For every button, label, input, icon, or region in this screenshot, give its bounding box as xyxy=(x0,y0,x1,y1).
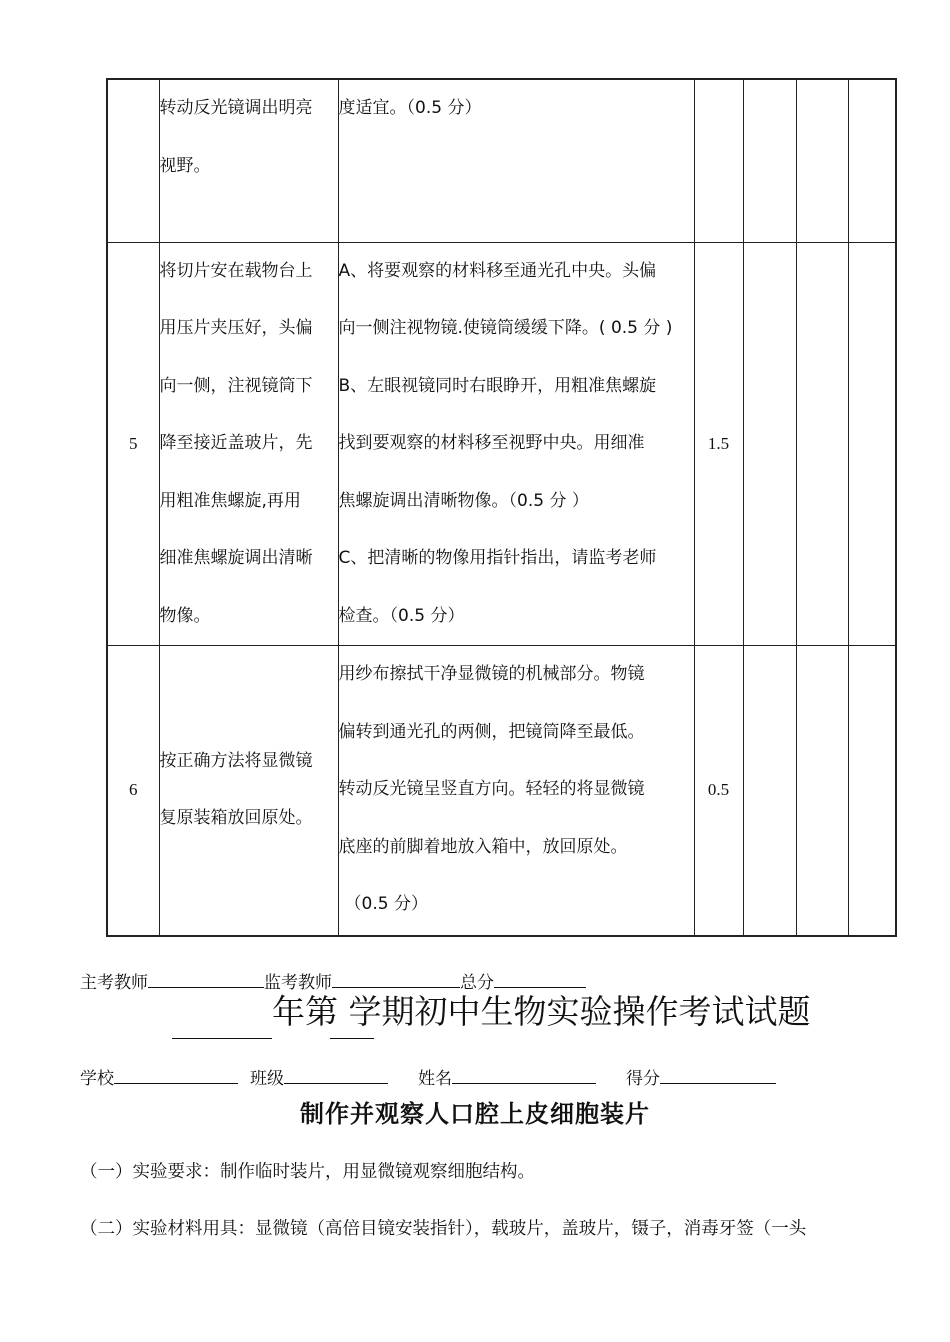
step-number: 6 xyxy=(107,646,159,936)
blank-cell xyxy=(796,79,848,242)
scoring-standard: 用纱布擦拭干净显微镜的机械部分。物镜 偏转到通光孔的两侧，把镜筒降至最低。 转动反光镜呈竖直方向。轻轻的将显微镜 底座的前脚着地放入箱中，放回原处。 （0.5 分） xyxy=(338,646,694,936)
chief-examiner-label: 主考教师 xyxy=(80,973,148,992)
total-score-label: 总分 xyxy=(460,973,494,992)
class-blank[interactable] xyxy=(284,1069,388,1084)
blank-cell xyxy=(796,646,848,936)
chief-examiner-blank[interactable] xyxy=(148,973,264,988)
school-label: 学校 xyxy=(80,1069,114,1088)
section-materials: （二）实验材料用具：显微镜（高倍目镜安装指针），载玻片，盖玻片，镊子，消毒牙签（一头 xyxy=(80,1219,807,1239)
score-value: 0.5 xyxy=(694,646,743,936)
blank-cell xyxy=(848,646,896,936)
score-value: 1.5 xyxy=(694,242,743,646)
blank-cell xyxy=(848,79,896,242)
step-description: 按正确方法将显微镜 复原装箱放回原处。 xyxy=(159,646,338,936)
score-label: 得分 xyxy=(626,1069,660,1088)
name-blank[interactable] xyxy=(452,1069,596,1084)
blank-cell xyxy=(848,242,896,646)
table-row xyxy=(107,242,896,646)
name-label: 姓名 xyxy=(418,1069,452,1088)
table-row xyxy=(107,79,896,242)
scoring-standard: 度适宜。（0.5 分） xyxy=(338,79,694,242)
blank-cell xyxy=(743,242,796,646)
term-blank[interactable] xyxy=(330,1038,374,1039)
scoring-table xyxy=(106,78,897,937)
student-info-line xyxy=(80,1064,776,1089)
step-description: 转动反光镜调出明亮 视野。 xyxy=(159,79,338,242)
table-row xyxy=(107,646,896,936)
proctor-label: 监考教师 xyxy=(264,973,332,992)
class-label: 班级 xyxy=(250,1069,284,1088)
experiment-title: 制作并观察人口腔上皮细胞装片 xyxy=(300,1100,650,1128)
scoring-standard: A、将要观察的材料移至通光孔中央。头偏 向一侧注视物镜.使镜筒缓缓下降。( 0.5 分 ) B、左眼视镜同时右眼睁开，用粗准焦螺旋 找到要观察的材料移至视野中央。用细准 焦螺旋调出清晰物像。（0.5 分 ） C、把清晰的物像用指针指出，请监考老师 检查。（0.5 分） xyxy=(338,242,694,646)
blank-cell xyxy=(796,242,848,646)
step-description: 将切片安在载物台上 用压片夹压好，头偏 向一侧，注视镜筒下 降至接近盖玻片，先 用粗准焦螺旋,再用 细准焦螺旋调出清晰 物像。 xyxy=(159,242,338,646)
blank-cell xyxy=(743,79,796,242)
step-number xyxy=(107,79,159,242)
section-requirements: （一）实验要求：制作临时装片，用显微镜观察细胞结构。 xyxy=(80,1162,535,1182)
blank-cell xyxy=(743,646,796,936)
school-blank[interactable] xyxy=(114,1069,238,1084)
score-value xyxy=(694,79,743,242)
year-blank[interactable] xyxy=(172,1038,272,1039)
score-blank[interactable] xyxy=(660,1069,776,1084)
step-number: 5 xyxy=(107,242,159,646)
exam-title: 年第 学期初中生物实验操作考试试题 xyxy=(272,992,811,1031)
